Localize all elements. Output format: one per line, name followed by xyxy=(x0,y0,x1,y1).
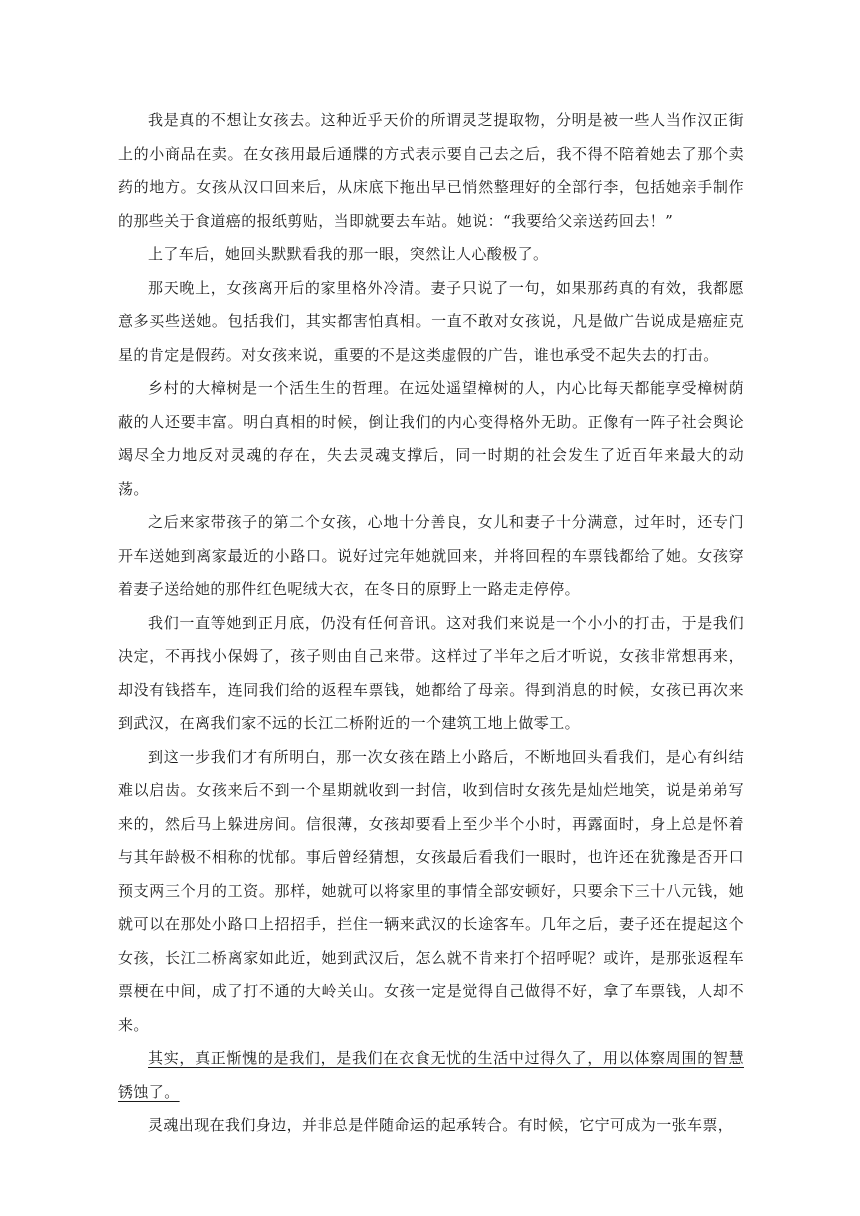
paragraph-5: 之后来家带孩子的第二个女孩，心地十分善良，女儿和妻子十分满意，过年时，还专门开车送她到离家最近的小路口。说好过完年她就回来，并将回程的车票钱都给了她。女孩穿着妻子送给她的那件红色呢绒大衣，在冬日的原野上一路走走停停。 xyxy=(118,513,744,598)
paragraph-7: 到这一步我们才有所明白，那一次女孩在踏上小路后，不断地回头看我们，是心有纠结难以启齿。女孩来后不到一个星期就收到一封信，收到信时女孩先是灿烂地笑，说是弟弟写来的，然后马上躲进房间。信很薄，女孩却要看上至少半个小时，再露面时，身上总是怀着与其年龄极不相称的忧郁。事后曾经猜想，女孩最后看我们一眼时，也许还在犹豫是否开口预支两三个月的工资。那样，她就可以将家里的事情全部安顿好，只要余下三十八元钱，她就可以在那处小路口上招招手，拦住一辆来武汉的长途客车。几年之后，妻子还在提起这个女孩，长江二桥离家如此近，她到武汉后，怎么就不肯来打个招呼呢？或许，是那张返程车票梗在中间，成了打不通的大岭关山。女孩一定是觉得自己做得不好，拿了车票钱，人却不来。 xyxy=(118,747,744,1034)
paragraph-8-underlined: 其实，真正惭愧的是我们，是我们在衣食无忧的生活中过得久了，用以体察周围的智慧锈蚀了。 xyxy=(118,1049,744,1101)
document-page xyxy=(118,104,744,1143)
paragraph-4: 乡村的大樟树是一个活生生的哲理。在远处遥望樟树的人，内心比每天都能享受樟树荫蔽的人还要丰富。明白真相的时候，倒让我们的内心变得格外无助。正像有一阵子社会舆论竭尽全力地反对灵魂的存在，失去灵魂支撑后，同一时期的社会发生了近百年来最大的动荡。 xyxy=(118,379,744,498)
paragraph-2: 上了车后，她回头默默看我的那一眼，突然让人心酸极了。 xyxy=(148,245,549,263)
paragraph-1: 我是真的不想让女孩去。这种近乎天价的所谓灵芝提取物，分明是被一些人当作汉正街上的小商品在卖。在女孩用最后通牒的方式表示要自己去之后，我不得不陪着她去了那个卖药的地方。女孩从汉口回来后，从床底下拖出早已悄然整理好的全部行李，包括她亲手制作的那些关于食道癌的报纸剪贴，当即就要去车站。她说：“我要给父亲送药回去！” xyxy=(118,111,744,230)
paragraph-6: 我们一直等她到正月底，仍没有任何音讯。这对我们来说是一个小小的打击，于是我们决定，不再找小保姆了，孩子则由自己来带。这样过了半年之后才听说，女孩非常想再来，却没有钱搭车，连同我们给的返程车票钱，她都给了母亲。得到消息的时候，女孩已再次来到武汉，在离我们家不远的长江二桥附近的一个建筑工地上做零工。 xyxy=(118,613,744,732)
paragraph-3: 那天晚上，女孩离开后的家里格外冷清。妻子只说了一句，如果那药真的有效，我都愿意多买些送她。包括我们，其实都害怕真相。一直不敢对女孩说，凡是做广告说成是癌症克星的肯定是假药。对女孩来说，重要的不是这类虚假的广告，谁也承受不起失去的打击。 xyxy=(118,278,744,364)
paragraph-9: 灵魂出现在我们身边，并非总是伴随命运的起承转合。有时候，它宁可成为一张车票， xyxy=(148,1116,734,1134)
